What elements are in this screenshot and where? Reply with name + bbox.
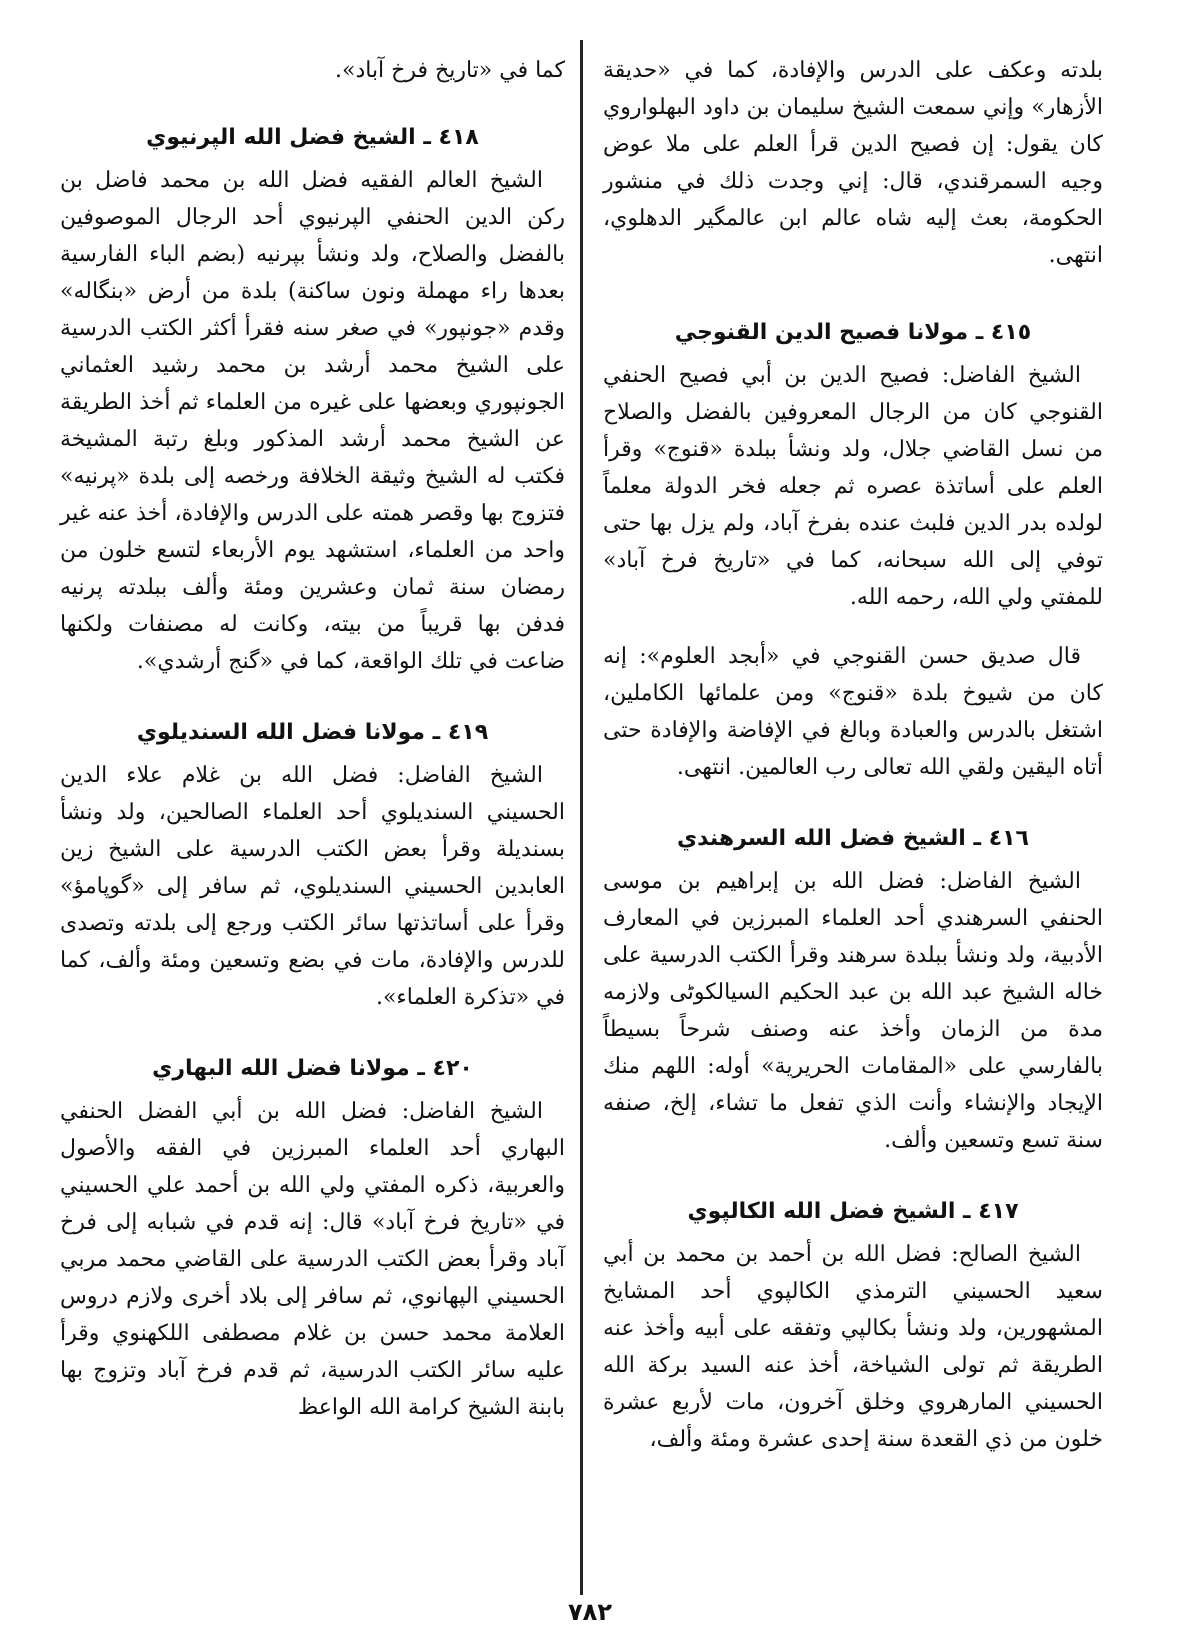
right-column xyxy=(603,52,1103,1458)
entry-heading: ٤١٥ ـ مولانا فصيح الدين القنوجي xyxy=(674,320,1032,345)
continuation-text: كما في «تاريخ فرخ آباد». xyxy=(334,58,565,83)
entry-paragraph: الشيخ الفاضل: فصيح الدين بن أبي فصيح الحنفي القنوجي كان من الرجال المعروفين بالفضل والصلاح من نسل القاضي جلال، ولد ونشأ ببلدة «قنوج» وقرأ العلم على أساتذة عصره ثم جعله فخر الدولة معلماً لولده بدر الدين فلبث عنده بفرخ آباد، ولم يزل بها حتى توفي إلى الله سبحانه، كما في «تاريخ فرخ آباد» للمفتي ولي الله، رحمه الله. xyxy=(603,363,1103,610)
entry-heading: ٤١٨ ـ الشيخ فضل الله الپرنيوي xyxy=(146,125,479,150)
entry-heading: ٤١٧ ـ الشيخ فضل الله الكالپوي xyxy=(687,1199,1019,1224)
continuation-text: بلدته وعكف على الدرس والإفادة، كما في «حديقة الأزهار» وإني سمعت الشيخ سليمان بن داود البهلواروي كان يقول: إن فصيح الدين قرأ العلم على ملا عوض وجيه السمرقندي، قال: إني وجدت ذلك في منشور الحكومة، بعث إليه شاه عالم ابن عالمگير الدهلوي، انتهى. xyxy=(603,58,1103,268)
entry-heading: ٤١٩ ـ مولانا فضل الله السنديلوي xyxy=(136,720,489,745)
entry-paragraph: الشيخ الفاضل: فضل الله بن أبي الفضل الحنفي البهاري أحد العلماء المبرزين في الفقه والأصول والعربية، ذكره المفتي ولي الله بن أحمد علي الحسيني في «تاريخ فرخ آباد» قال: إنه قدم في شبابه إلى فرخ آباد وقرأ بعض الكتب الدرسية على القاضي محمد مربي الحسيني الپهانوي، ثم سافر إلى بلاد أخرى ولازم دروس العلامة محمد حسن بن غلام مصطفى اللكهنوي وقرأ عليه سائر الكتب الدرسية، ثم قدم فرخ آباد وتزوج بها بابنة الشيخ كرامة الله الواعظ xyxy=(60,1099,565,1420)
left-column xyxy=(60,52,565,1426)
page-number: ٧٨٢ xyxy=(568,1598,612,1626)
entry-heading: ٤٢٠ ـ مولانا فضل الله البهاري xyxy=(152,1056,473,1081)
entry-paragraph: الشيخ الفاضل: فضل الله بن غلام علاء الدين الحسيني السنديلوي أحد العلماء الصالحين، ولد ونشأ بسنديلة وقرأ بعض الكتب الدرسية على الشيخ زين العابدين الحسيني السنديلوي، ثم سافر إلى «گوپامؤ» وقرأ على أساتذتها سائر الكتب ورجع إلى بلدته وتصدى للدرس والإفادة، مات في بضع وتسعين ومئة وألف، كما في «تذكرة العلماء». xyxy=(60,763,565,1010)
column-divider xyxy=(580,40,583,1595)
entry-paragraph: الشيخ الصالح: فضل الله بن أحمد بن محمد بن أبي سعيد الحسيني الترمذي الكالپوي أحد المشايخ المشهورين، ولد ونشأ بكالپي وتفقه على أبيه وأخذ عنه الطريقة ثم تولى الشياخة، أخذ عنه السيد بركة الله الحسيني المارهروي وخلق آخرون، مات لأربع عشرة خلون من ذي القعدة سنة إحدى عشرة ومئة وألف، xyxy=(603,1242,1103,1452)
entry-paragraph: الشيخ العالم الفقيه فضل الله بن محمد فاضل بن ركن الدين الحنفي الپرنيوي أحد الرجال الموصوفين بالفضل والصلاح، ولد ونشأ بپرنيه (بضم الباء الفارسية بعدها راء مهملة ونون ساكنة) بلدة من أرض «بنگاله» وقدم «جونپور» في صغر سنه فقرأ أكثر الكتب الدرسية على الشيخ محمد أرشد بن محمد رشيد العثماني الجونپوري وبعضها على غيره من العلماء ثم أخذ الطريقة عن الشيخ محمد أرشد المذكور وبلغ رتبة المشيخة فكتب له الشيخ وثيقة الخلافة ورخصه إلى بلدة «پرنيه» فتزوج بها وقصر همته على الدرس والإفادة، أخذ عنه غير واحد من العلماء، استشهد يوم الأربعاء لتسع خلون من رمضان سنة ثمان وعشرين ومئة وألف ببلدته پرنيه فدفن بها قريباً من بيته، وكانت له مصنفات ولكنها ضاعت في تلك الواقعة، كما في «گنج أرشدي». xyxy=(60,168,565,674)
entry-heading: ٤١٦ ـ الشيخ فضل الله السرهندي xyxy=(677,826,1029,851)
entry-paragraph: قال صديق حسن القنوجي في «أبجد العلوم»: إنه كان من شيوخ بلدة «قنوج» ومن علمائها الكاملين، اشتغل بالدرس والعبادة وبالغ في الإفاضة والإفادة حتى أتاه اليقين ولقي الله تعالى رب العالمين. انتهى. xyxy=(603,644,1103,780)
entry-paragraph: الشيخ الفاضل: فضل الله بن إبراهيم بن موسى الحنفي السرهندي أحد العلماء المبرزين في المعارف الأدبية، ولد ونشأ ببلدة سرهند وقرأ الكتب الدرسية على خاله الشيخ عبد الله بن عبد الحكيم السيالكوٹی ولازمه مدة من الزمان وأخذ عنه وصنف شرحاً بسيطاً بالفارسي على «المقامات الحريرية» أوله: اللهم منك الإيجاد والإنشاء وأنت الذي تفعل ما تشاء، إلخ، صنفه سنة تسع وتسعين وألف. xyxy=(603,869,1103,1153)
